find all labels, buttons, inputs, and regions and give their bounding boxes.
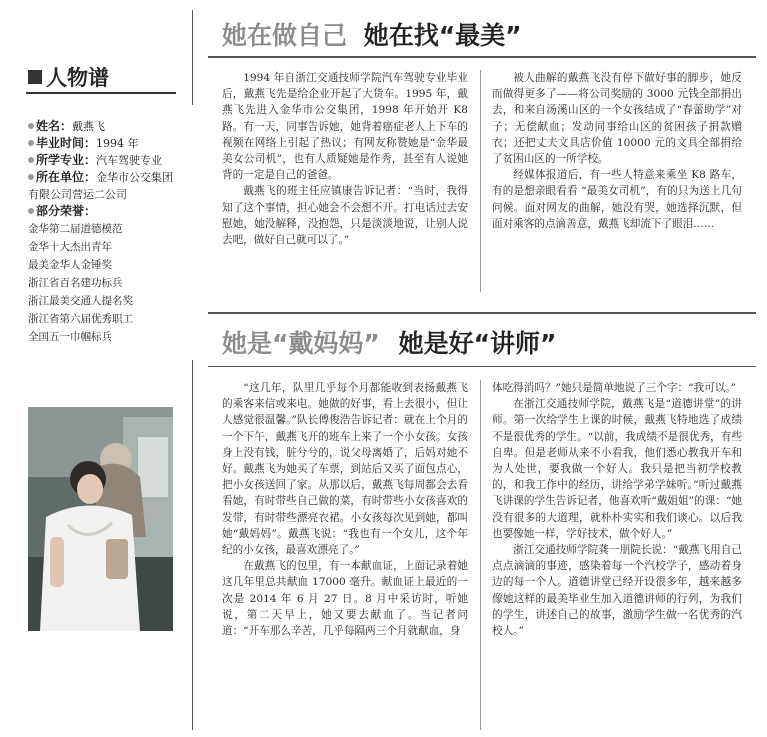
honor-item: 金华十大杰出青年 (28, 241, 112, 253)
info-value: 1994 年 (96, 137, 139, 150)
bullet-dot-icon (28, 157, 34, 163)
info-label: 部分荣誉： (36, 204, 97, 218)
info-value: 汽车驾驶专业 (96, 154, 163, 167)
paragraph: 体吃得消吗？”她只是简单地说了三个字：“我可以。” (492, 382, 737, 394)
honor-item: 最美金华人金锤奖 (28, 259, 112, 271)
headline-gray: 她是“戴妈妈” (222, 329, 380, 358)
info-row-name (28, 118, 178, 135)
column-divider (480, 70, 481, 292)
profile-heading-text: 人物谱 (46, 66, 109, 90)
bullet-dot-icon (28, 208, 34, 214)
info-row-graduation (28, 135, 178, 152)
paragraph: 经媒体报道后，有一些人特意来乘坐 K8 路车，有的是想亲眼看看 “最美女司机”，有的只为送上几句问候。面对网友的曲解，她没有哭，她选择沉默，但面对乘客的点滴善意，戴燕飞却流下了眼泪…… (492, 169, 742, 230)
profile-heading (28, 62, 109, 92)
paragraph: 1994 年自浙江交通技师学院汽车驾驶专业毕业后，戴燕飞先是给企业开起了大货车。1995 年，戴燕飞先进入金华市公交集团，1998 年开始开 K8 路。有一天，同事告诉她，她背着癌症老人上下车的视频在网络上引起了热议；有网友称赞她是“金华最美女公司机”，也有人质疑她是作秀，甚至有人说她背的一定是自己的爸爸。 (222, 72, 468, 182)
headline-gray: 她在做自己 (222, 21, 348, 50)
honor-item: 浙江最美交通人提名奖 (28, 295, 133, 307)
section1-column-right (492, 70, 742, 232)
section2-column-left (222, 380, 468, 639)
info-label: 所学专业： (36, 153, 97, 167)
info-label: 姓名： (36, 119, 73, 133)
section2-headline (222, 324, 556, 360)
honor-item: 浙江省百名建功标兵 (28, 277, 123, 289)
honor-item: 金华第二届道德模范 (28, 223, 123, 235)
sidebar-divider-bottom (192, 360, 193, 730)
info-value: 戴燕飞 (72, 120, 106, 133)
info-label: 所在单位： (36, 170, 97, 184)
bullet-dot-icon (28, 140, 34, 146)
info-row-major (28, 152, 178, 169)
paragraph: 被人曲解的戴燕飞没有停下做好事的脚步，她反而做得更多了——将公司奖励的 3000 元钱全部捐出去，和来自汤溪山区的一个女孩结成了“春蕾助学”对子；无偿献血；发动同事给山区的贫困孩子捐款赠衣；还把丈夫文具店价值 10000 元的文具全部捐给了贫困山区的一所学校。 (492, 72, 742, 166)
honors-list (28, 220, 178, 346)
honor-item: 浙江省第六届优秀职工 (28, 313, 133, 325)
bullet-dot-icon (28, 123, 34, 129)
section1-rule (208, 56, 756, 58)
section2-column-right (492, 380, 742, 639)
section-separator (208, 312, 756, 314)
paragraph: 在浙江交通技师学院，戴燕飞是“道德讲堂”的讲师。第一次给学生上课的时候，戴燕飞特地选了成绩不是很优秀的学生。“以前，我成绩不是很优秀，有些自卑。但是老师从来不小看我，他们悉心教我开车和为人处世，要我做一个好人。我只是把当初学校教的，和我工作中的经历，讲给学弟学妹听。”听过戴燕飞讲课的学生告诉记者，他喜欢听“戴姐姐”的课：“她没有很多的大道理，就朴朴实实和我们谈心。以后我也要像她一样，学好技术，做个好人。” (492, 398, 742, 540)
info-label: 毕业时间： (36, 136, 97, 150)
portrait-photo (28, 407, 173, 631)
headline-black: 她在找“最美” (363, 21, 522, 50)
heading-underline (26, 92, 176, 94)
column-divider (480, 380, 481, 730)
paragraph: 戴燕飞的班主任应镇康告诉记者：“当时，我得知了这个事情，担心她会不会想不开。打电话过去安慰她，她没解释，没抱怨，只是淡淡地说，让别人说去吧，做好自己就可以了。” (222, 185, 468, 247)
info-row-honors (28, 203, 178, 220)
honor-item: 全国五一巾帼标兵 (28, 331, 112, 343)
profile-info (28, 118, 178, 346)
section1-column-left (222, 70, 468, 248)
info-value: 金华市公交集团有限公司营运二公司 (28, 171, 174, 201)
section1-headline (222, 16, 522, 52)
square-bullet-icon (28, 70, 42, 84)
paragraph: 浙江交通技师学院龚一朋院长说：“戴燕飞用自己点点滴滴的事迹，感染着每一个汽校学子，感动着身边的每一个人。道德讲堂已经开设很多年，越来越多像她这样的最美毕业生加入道德讲师的行列，为我们的学生，讲述自己的故事，激励学生做一名优秀的汽校人。” (492, 544, 742, 638)
info-row-employer (28, 169, 178, 203)
paragraph: “这几年，队里几乎每个月都能收到表扬戴燕飞的乘客来信或来电。她做的好事，看上去很小，但让人感觉很温馨。”队长傅俊浩告诉记者：就在上个月的一个下午，戴燕飞开的班车上来了一个小女孩。女孩身上没有钱，脏兮兮的，说父母离婚了，后妈对她不好。戴燕飞为她买了车票，到站后又买了面包点心，把小女孩送回了家。从那以后，戴燕飞每周都会去看看她，有时带些自己做的菜，有时带些小女孩喜欢的发带，有时带些漂亮衣裙。小女孩每次见到她，都叫她“戴妈妈”。戴燕飞说：“我也有一个女儿，这个年纪的小女孩，最喜欢漂亮了。” (222, 382, 468, 557)
photo-illustration (28, 407, 173, 631)
headline-black: 她是好“讲师” (398, 329, 557, 358)
section2-rule (208, 366, 756, 367)
bullet-dot-icon (28, 174, 34, 180)
sidebar-divider-top (192, 10, 193, 105)
paragraph: 在戴燕飞的包里，有一本献血证，上面记录着她这几年里总共献血 17000 毫升。献血证上最近的一次是 2014 年 6 月 27 日。8 月中采访时，听她说，第二天早上，她又要去献血了。当记者问道：“开车那么辛苦，几乎每隔两三个月就献血，身 (222, 560, 468, 638)
